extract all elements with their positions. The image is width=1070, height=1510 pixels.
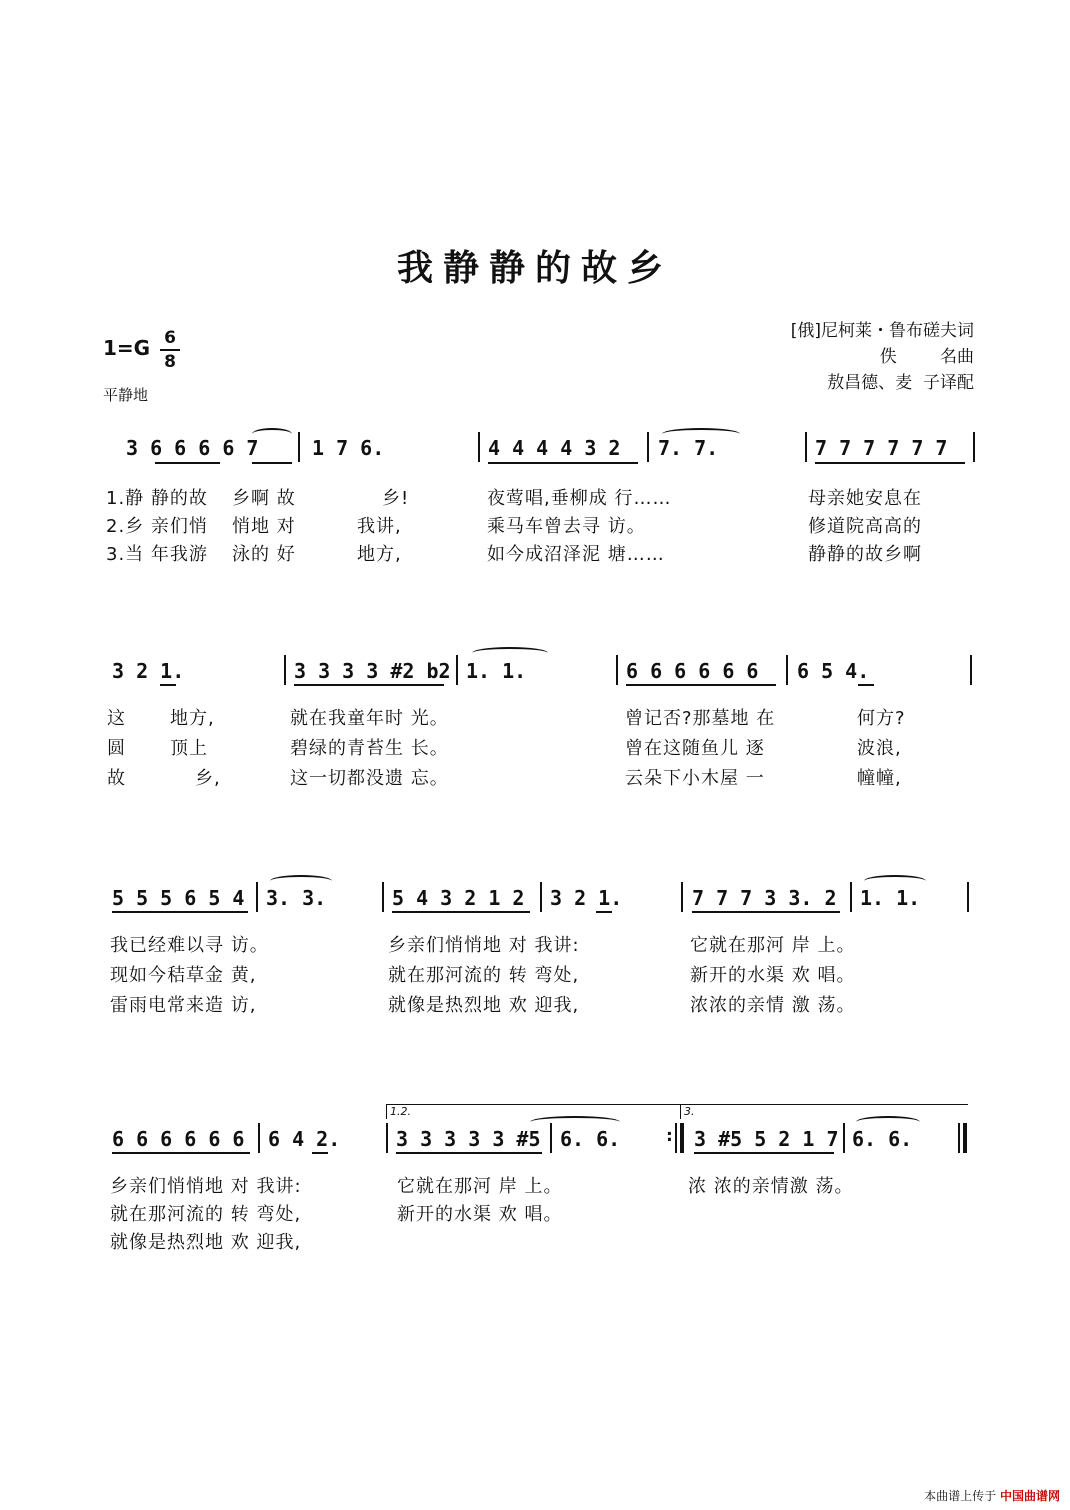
row1-verse3-lyric: 地方, <box>357 544 402 565</box>
tempo-marking: 平静地 <box>103 386 149 404</box>
beam-underline <box>694 1152 834 1154</box>
row4-measure2-notes: 6 4 2. <box>268 1127 341 1151</box>
row4-measure1-notes: 6 6 6 6 6 6 <box>112 1127 245 1151</box>
row2-measure4-notes: 6 6 6 6 6 6 <box>626 659 759 683</box>
repeat-dots: : <box>664 1125 675 1146</box>
time-sig-numerator: 6 <box>164 328 176 348</box>
row2-verse3-lyric: 故 <box>107 768 126 789</box>
first-ending-bracket <box>386 1104 680 1119</box>
row2-measure2-notes: 3 3 3 3 #2 b2 <box>294 659 451 683</box>
row4-verse1-lyric: 乡亲们悄悄地 对 我讲: <box>110 1176 302 1197</box>
beam-underline <box>252 462 292 464</box>
row3-measure3-notes: 5 4 3 2 1 2 <box>392 886 525 910</box>
beam-underline <box>626 684 776 686</box>
row1-verse2-lyric: 乘马车曾去寻 访。 <box>487 516 646 537</box>
row4-verse3-lyric: 就像是热烈地 欢 迎我, <box>110 1232 302 1253</box>
key-signature: 1=G <box>103 336 151 360</box>
barline <box>256 882 258 912</box>
barline <box>616 655 618 685</box>
row3-measure4-notes: 3 2 1. <box>550 886 623 910</box>
row2-verse2-lyric: 顶上 <box>170 738 208 759</box>
beam-underline <box>112 911 248 913</box>
row3-verse1-lyric: 它就在那河 岸 上。 <box>690 935 856 956</box>
beam-underline <box>396 1152 542 1154</box>
row1-measure4-notes: 7. 7. <box>658 436 719 460</box>
row3-verse3-lyric: 就像是热烈地 欢 迎我, <box>388 995 580 1016</box>
row1-verse3-lyric: 如今成沼泽泥 塘…… <box>487 544 665 565</box>
row2-verse2-lyric: 碧绿的青苔生 长。 <box>290 738 449 759</box>
barline <box>967 882 969 912</box>
slur <box>252 428 292 440</box>
row1-verse3-lyric: 3.当 年我游 <box>106 544 208 565</box>
row1-verse2-lyric: 修道院高高的 <box>808 516 922 537</box>
barline <box>258 1123 260 1153</box>
barline <box>478 432 480 462</box>
row3-verse1-lyric: 乡亲们悄悄地 对 我讲: <box>388 935 580 956</box>
row4-verse1-lyric: 它就在那河 岸 上。 <box>397 1176 563 1197</box>
row1-verse2-lyric: 我讲, <box>357 516 402 537</box>
beam-underline <box>312 1152 328 1154</box>
row3-verse2-lyric: 现如今秸草金 黄, <box>110 965 257 986</box>
song-title: 我静静的故乡 <box>396 247 673 289</box>
row1-verse1-lyric: 乡! <box>382 488 410 509</box>
row1-verse1-lyric: 乡啊 故 <box>232 488 296 509</box>
barline <box>970 655 972 685</box>
final-barline <box>958 1123 960 1153</box>
row2-measure1-notes: 3 2 1. <box>112 659 185 683</box>
row1-measure5-notes: 7 7 7 7 7 7 <box>815 436 948 460</box>
row3-verse2-lyric: 新开的水渠 欢 唱。 <box>690 965 856 986</box>
row2-verse3-lyric: 幢幢, <box>857 768 902 789</box>
barline <box>298 432 300 462</box>
barline <box>973 432 975 462</box>
barline <box>382 882 384 912</box>
row2-verse1-lyric: 何方? <box>857 708 906 729</box>
row1-verse3-lyric: 泳的 好 <box>232 544 296 565</box>
row1-verse2-lyric: 2.乡 亲们悄 <box>106 516 208 537</box>
row2-verse3-lyric: 乡, <box>195 768 221 789</box>
slur <box>856 1116 920 1128</box>
repeat-barline-thick <box>680 1123 684 1153</box>
beam-underline <box>155 462 220 464</box>
beam-underline <box>692 911 840 913</box>
row4-measure6-notes: 6. 6. <box>852 1127 913 1151</box>
row2-verse1-lyric: 地方, <box>170 708 215 729</box>
row1-measure3-notes: 4 4 4 4 3 2 <box>488 436 621 460</box>
row3-measure2-notes: 3. 3. <box>266 886 327 910</box>
row2-verse3-lyric: 这一切都没遗 忘。 <box>290 768 449 789</box>
barline <box>850 882 852 912</box>
barline <box>681 882 683 912</box>
row3-measure1-notes: 5 5 5 6 5 4 <box>112 886 245 910</box>
translator-credit: 敖昌德、麦 子译配 <box>827 373 974 393</box>
row1-verse1-lyric: 夜莺唱,垂柳成 行…… <box>487 488 672 509</box>
slur <box>662 428 740 440</box>
row2-verse1-lyric: 就在我童年时 光。 <box>290 708 449 729</box>
second-ending-label: 3. <box>684 1105 695 1118</box>
beam-underline <box>488 462 638 464</box>
beam-underline <box>112 1152 250 1154</box>
row2-verse3-lyric: 云朵下小木屋 一 <box>625 768 765 789</box>
row1-verse1-lyric: 母亲她安息在 <box>808 488 922 509</box>
slur <box>530 1116 620 1128</box>
barline <box>386 1123 388 1153</box>
barline <box>805 432 807 462</box>
row2-verse2-lyric: 波浪, <box>857 738 902 759</box>
row1-measure2-notes: 1 7 6. <box>312 436 385 460</box>
barline <box>456 655 458 685</box>
row3-verse3-lyric: 雷雨电常来造 访, <box>110 995 257 1016</box>
row4-measure5-notes: 3 #5 5 2 1 7 <box>694 1127 839 1151</box>
slur <box>270 875 332 887</box>
row4-measure3-notes: 3 3 3 3 3 #5 <box>396 1127 541 1151</box>
row3-verse1-lyric: 我已经难以寻 访。 <box>110 935 269 956</box>
row2-measure5-notes: 6 5 4. <box>797 659 870 683</box>
beam-underline <box>392 911 530 913</box>
row2-verse2-lyric: 圆 <box>107 738 126 759</box>
beam-underline <box>858 684 874 686</box>
time-signature <box>160 328 180 372</box>
row4-measure4-notes: 6. 6. <box>560 1127 621 1151</box>
composer-credit: 佚 名曲 <box>879 347 974 367</box>
second-ending-bracket <box>680 1104 968 1119</box>
barline <box>540 882 542 912</box>
slur <box>864 875 926 887</box>
time-sig-denominator: 8 <box>164 352 176 372</box>
lyricist-credit: [俄]尼柯莱・鲁布磋夫词 <box>790 321 974 341</box>
beam-underline <box>160 684 176 686</box>
barline <box>284 655 286 685</box>
barline <box>786 655 788 685</box>
row1-measure1-notes: 3 6 6 6 6 7 <box>126 436 259 460</box>
row3-verse3-lyric: 浓浓的亲情 激 荡。 <box>690 995 856 1016</box>
beam-underline <box>815 462 965 464</box>
first-ending-label: 1.2. <box>390 1105 411 1118</box>
barline <box>647 432 649 462</box>
slur <box>472 647 548 659</box>
barline <box>843 1123 845 1153</box>
row4-verse1-lyric: 浓 浓的亲情激 荡。 <box>688 1176 854 1197</box>
row3-measure5-notes: 7 7 7 3 3. 2 <box>692 886 837 910</box>
row1-verse1-lyric: 1.静 静的故 <box>106 488 208 509</box>
row2-measure3-notes: 1. 1. <box>466 659 527 683</box>
beam-underline <box>596 911 612 913</box>
footer-brand: 中国曲谱网 <box>999 1489 1060 1503</box>
final-barline-thick <box>963 1123 967 1153</box>
footer-watermark <box>924 1487 1060 1504</box>
row4-verse2-lyric: 新开的水渠 欢 唱。 <box>397 1204 563 1225</box>
row2-verse2-lyric: 曾在这随鱼儿 逐 <box>625 738 765 759</box>
beam-underline <box>294 684 444 686</box>
repeat-barline <box>675 1123 677 1153</box>
footer-prefix: 本曲谱上传于 <box>924 1489 997 1503</box>
row2-verse1-lyric: 曾记否?那墓地 在 <box>625 708 776 729</box>
row2-verse1-lyric: 这 <box>107 708 126 729</box>
row3-verse2-lyric: 就在那河流的 转 弯处, <box>388 965 580 986</box>
row1-verse2-lyric: 悄地 对 <box>232 516 296 537</box>
row1-verse3-lyric: 静静的故乡啊 <box>808 544 922 565</box>
row3-measure6-notes: 1. 1. <box>860 886 921 910</box>
credits <box>791 318 974 396</box>
row4-verse2-lyric: 就在那河流的 转 弯处, <box>110 1204 302 1225</box>
